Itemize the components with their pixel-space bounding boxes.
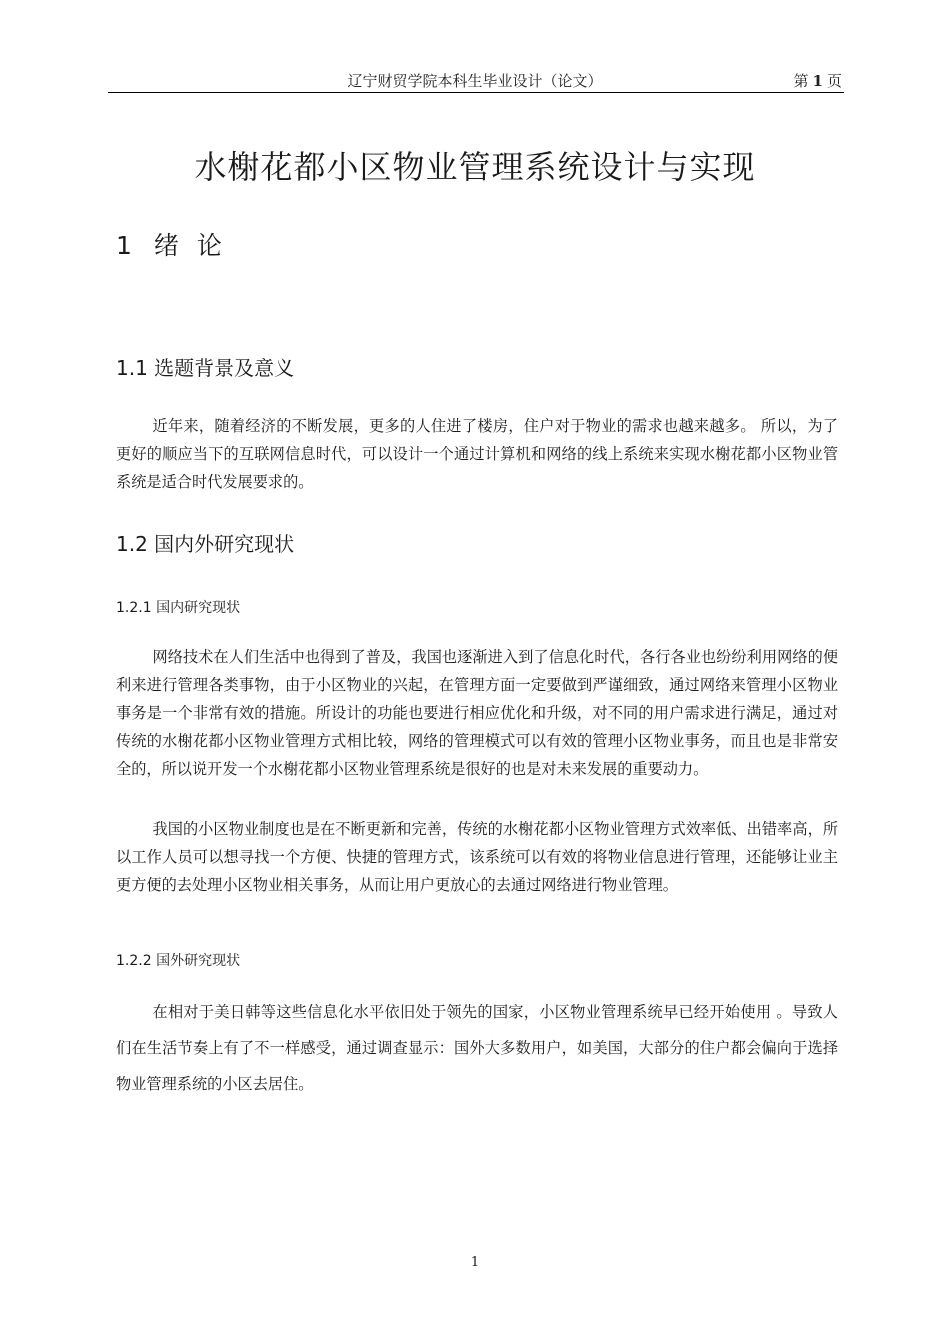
chapter-heading (116, 226, 240, 262)
section-1-1-paragraph: 近年来，随着经济的不断发展，更多的人住进了楼房，住户对于物业的需求也越来越多。 所以，为了更好的顺应当下的互联网信息时代，可以设计一个通过计算机和网络的线上系统来实现水榭花都小区物业管系统是适合时代发展要求的。 (116, 417, 838, 491)
header-divider (108, 92, 844, 93)
section-heading-1-2: 1.2 国内外研究现状 (116, 532, 295, 556)
section-1-2-2-paragraph: 在相对于美日韩等这些信息化水平依旧处于领先的国家，小区物业管理系统早已经开始使用 。导致人们在生活节奏上有了不一样感受，通过调查显示：国外大多数用户，如美国，大部分的住户都会偏向于选择物业管理系统的小区去居住。 (116, 1003, 838, 1093)
running-header-page (794, 70, 842, 91)
header-page-number: 1 (812, 72, 823, 90)
section-heading-1-2-1: 1.2.1 国内研究现状 (116, 600, 241, 616)
running-header-title: 辽宁财贸学院本科生毕业设计（论文） (347, 72, 603, 90)
page-prefix: 第 (793, 72, 809, 90)
chapter-title: 绪论 (153, 231, 240, 260)
page-suffix: 页 (826, 72, 842, 90)
section-heading-1-1: 1.1 选题背景及意义 (116, 356, 295, 380)
chapter-number: 1 (116, 231, 132, 260)
section-heading-1-2-2: 1.2.2 国外研究现状 (116, 953, 241, 969)
footer-page-number: 1 (470, 1255, 480, 1270)
document-title: 水榭花都小区物业管理系统设计与实现 (194, 148, 756, 186)
section-1-2-1-paragraph-2: 我国的小区物业制度也是在不断更新和完善，传统的水榭花都小区物业管理方式效率低、出错率高，所以工作人员可以想寻找一个方便、快捷的管理方式，该系统可以有效的将物业信息进行管理，还能够让业主更方便的去处理小区物业相关事务，从而让用户更放心的去通过网络进行物业管理。 (116, 820, 838, 894)
section-1-2-1-paragraph-1: 网络技术在人们生活中也得到了普及，我国也逐渐进入到了信息化时代，各行各业也纷纷利用网络的便利来进行管理各类事物，由于小区物业的兴起，在管理方面一定要做到严谨细致，通过网络来管理小区物业事务是一个非常有效的措施。所设计的功能也要进行相应优化和升级，对不同的用户需求进行满足，通过对传统的水榭花都小区物业管理方式相比较，网络的管理模式可以有效的管理小区物业事务，而且也是非常安全的，所以说开发一个水榭花都小区物业管理系统是很好的也是对未来发展的重要动力。 (116, 648, 838, 778)
